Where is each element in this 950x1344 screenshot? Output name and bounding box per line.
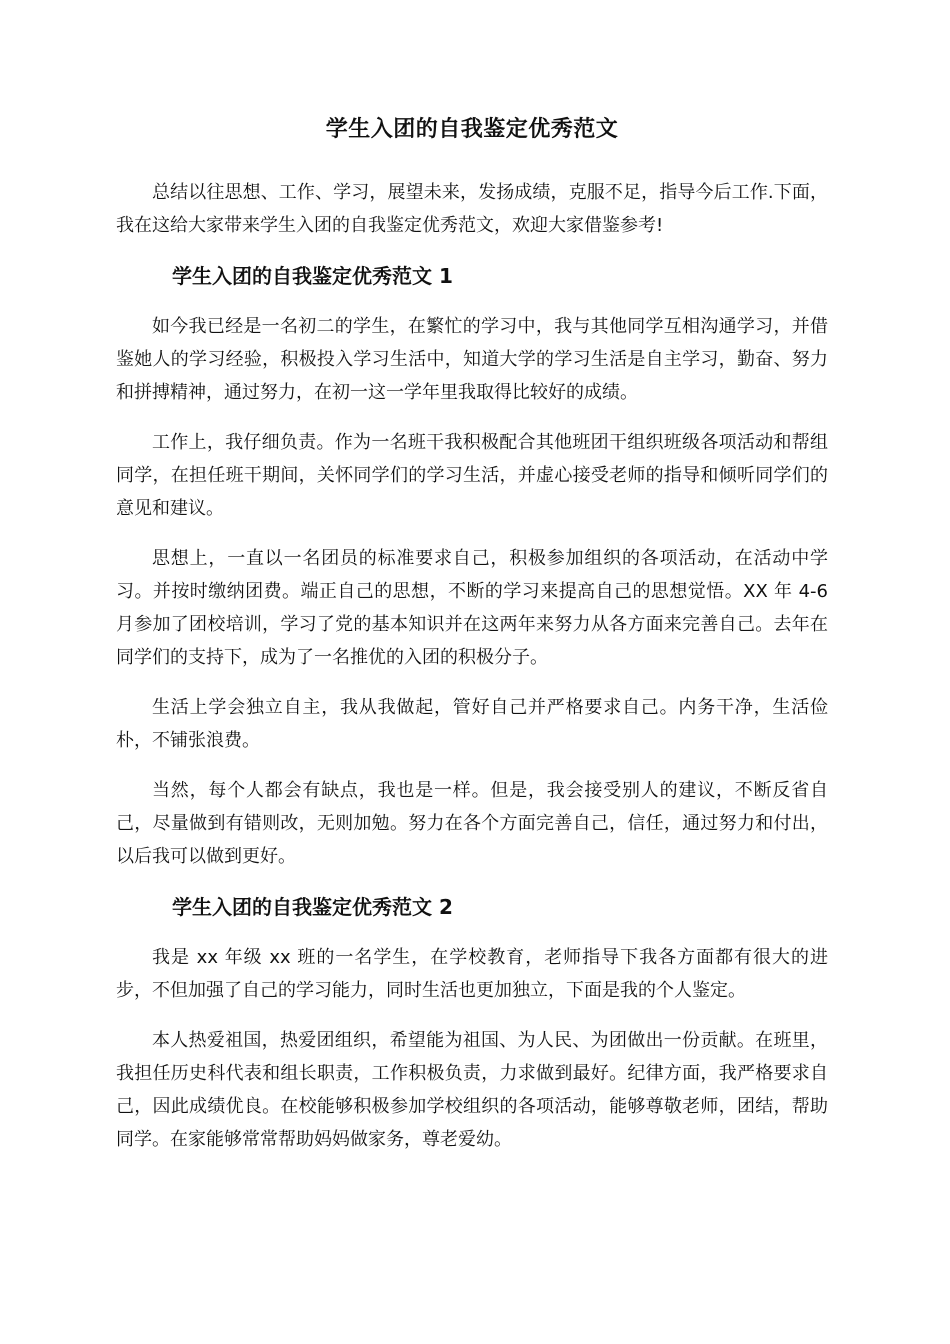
section-2-paragraph-2: 本人热爱祖国，热爱团组织，希望能为祖国、为人民、为团做出一份贡献。在班里，我担任历史科代表和组长职责，工作积极负责，力求做到最好。纪律方面，我严格要求自己，因此成绩优良。在校能够积极参加学校组织的各项活动，能够尊敬老师，团结，帮助同学。在家能够常常帮助妈妈做家务，尊老爱幼。 (116, 1030, 828, 1150)
section-2-paragraph-1: 我是 xx 年级 xx 班的一名学生，在学校教育，老师指导下我各方面都有很大的进步，不但加强了自己的学习能力，同时生活也更加独立，下面是我的个人鉴定。 (116, 947, 828, 1001)
section-1-paragraph-4: 生活上学会独立自主，我从我做起，管好自己并严格要求自己。内务干净，生活俭朴，不铺张浪费。 (116, 697, 828, 751)
section-2-heading: 学生入团的自我鉴定优秀范文 2 (172, 895, 453, 919)
intro-paragraph: 总结以往思想、工作、学习，展望未来，发扬成绩，克服不足，指导今后工作.下面，我在这给大家带来学生入团的自我鉴定优秀范文，欢迎大家借鉴参考! (116, 182, 828, 236)
section-1-heading: 学生入团的自我鉴定优秀范文 1 (172, 264, 453, 288)
document-title: 学生入团的自我鉴定优秀范文 (325, 117, 619, 142)
section-1-paragraph-3: 思想上，一直以一名团员的标准要求自己，积极参加组织的各项活动，在活动中学习。并按时缴纳团费。端正自己的思想，不断的学习来提高自己的思想觉悟。XX 年 4-6 月参加了团校培训，学习了党的基本知识并在这两年来努力从各方面来完善自己。去年在同学们的支持下，成为了一名推优的入团的积极分子。 (116, 548, 828, 668)
section-1-paragraph-5: 当然，每个人都会有缺点，我也是一样。但是，我会接受别人的建议，不断反省自己，尽量做到有错则改，无则加勉。努力在各个方面完善自己，信任，通过努力和付出，以后我可以做到更好。 (116, 780, 828, 867)
document-body (116, 112, 828, 1173)
section-1-paragraph-1: 如今我已经是一名初二的学生，在繁忙的学习中，我与其他同学互相沟通学习，并借鉴她人的学习经验，积极投入学习生活中，知道大学的学习生活是自主学习，勤奋、努力和拼搏精神，通过努力，在初一这一学年里我取得比较好的成绩。 (116, 316, 828, 403)
section-1-paragraph-2: 工作上，我仔细负责。作为一名班干我积极配合其他班团干组织班级各项活动和帮组同学，在担任班干期间，关怀同学们的学习生活，并虚心接受老师的指导和倾听同学们的意见和建议。 (116, 432, 828, 519)
